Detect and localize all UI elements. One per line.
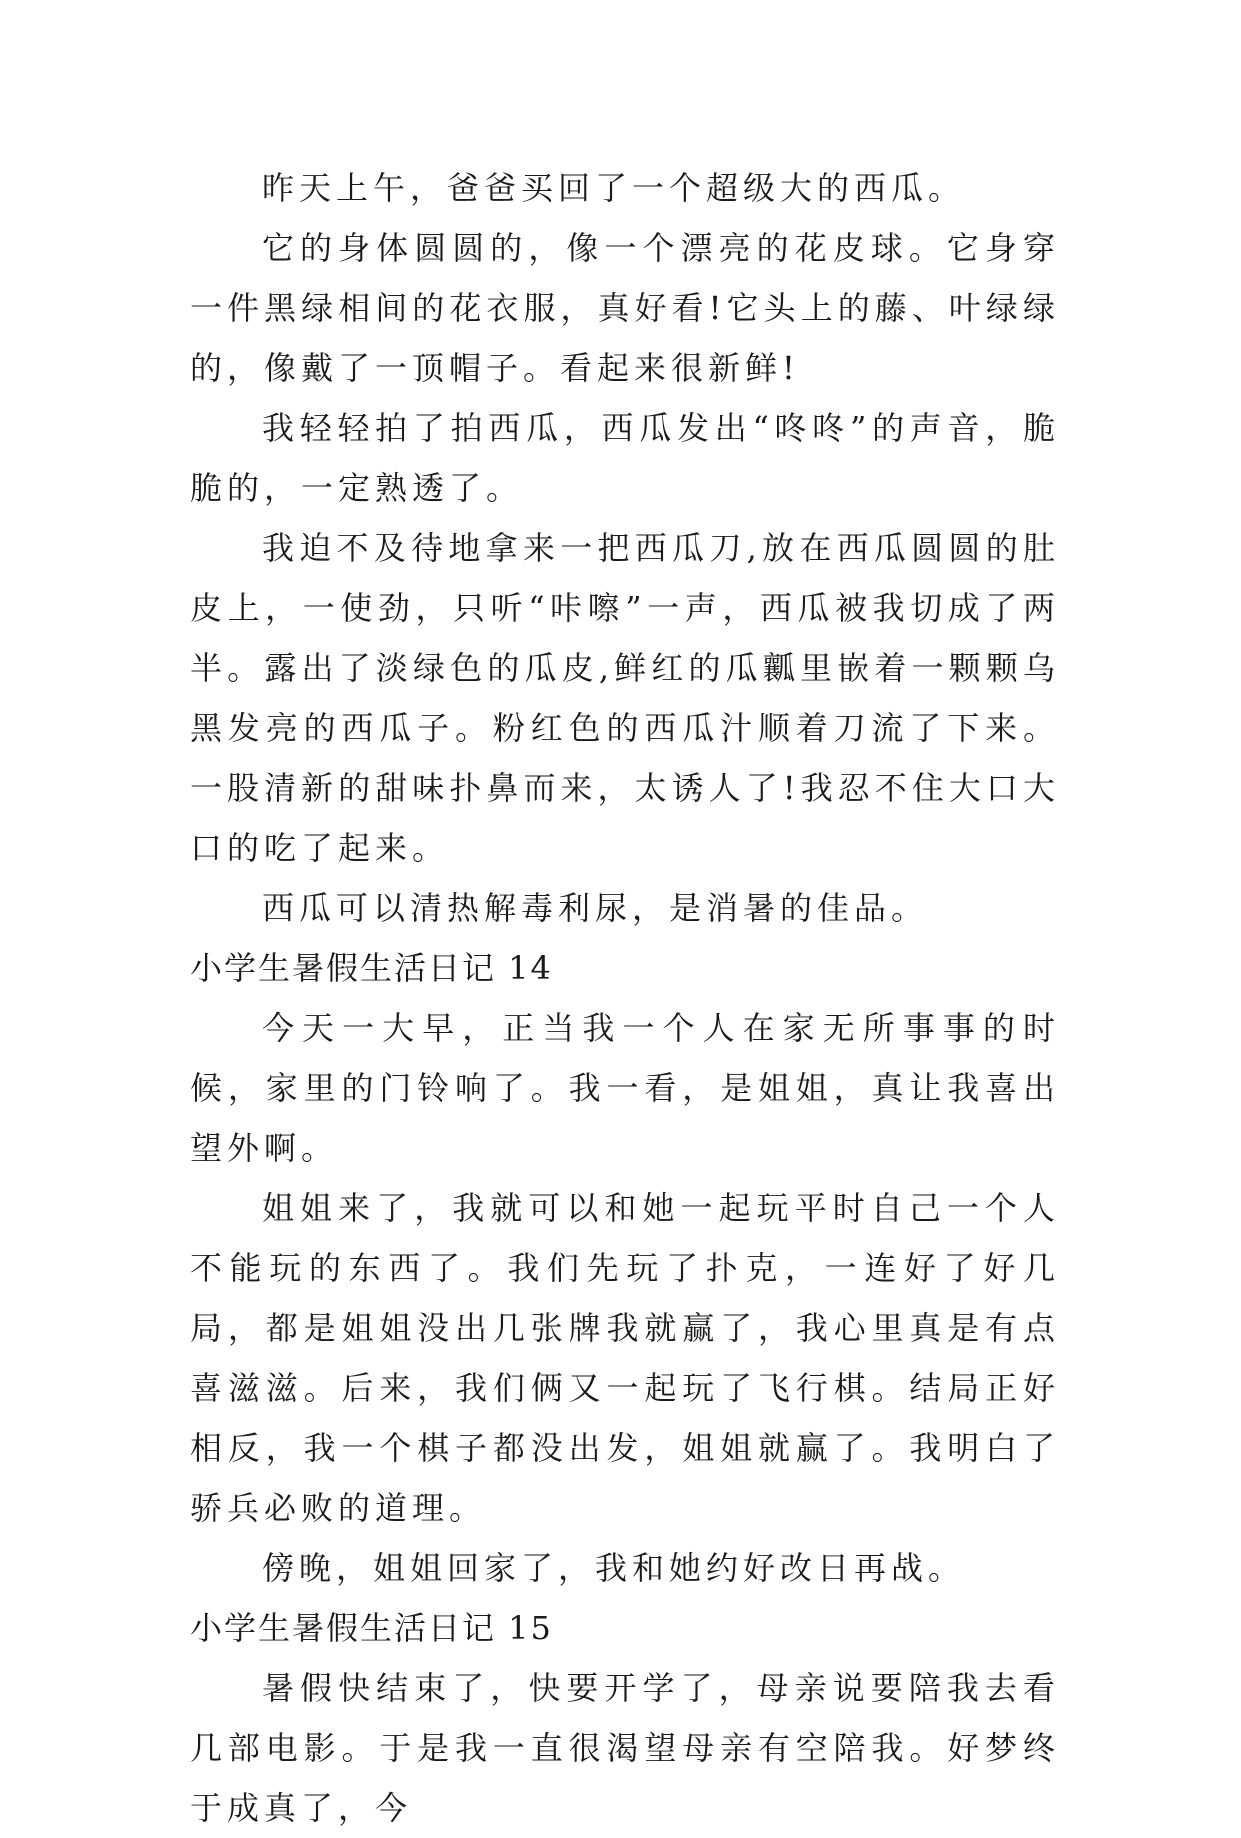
paragraph: 傍晚，姐姐回家了，我和她约好改日再战。 bbox=[262, 1549, 966, 1587]
paragraph: 暑假快结束了，快要开学了，母亲说要陪我去看几部电影。于是我一直很渴望母亲有空陪我。好梦终于成真了，今 bbox=[190, 1669, 1060, 1827]
paragraph: 昨天上午，爸爸买回了一个超级大的西瓜。 bbox=[262, 169, 966, 207]
paragraph: 我迫不及待地拿来一把西瓜刀,放在西瓜圆圆的肚皮上，一使劲，只听“咔嚓”一声，西瓜被我切成了两半。露出了淡绿色的瓜皮,鲜红的瓜瓤里嵌着一颗颗乌黑发亮的西瓜子。粉红色的西瓜汁顺着刀流了下来。一股清新的甜味扑鼻而来，太诱人了!我忍不住大口大口的吃了起来。 bbox=[190, 529, 1060, 867]
section-heading-diary-14: 小学生暑假生活日记 14 bbox=[190, 949, 553, 987]
paragraph: 今天一大早，正当我一个人在家无所事事的时候，家里的门铃响了。我一看，是姐姐，真让我喜出望外啊。 bbox=[190, 1009, 1060, 1167]
paragraph: 姐姐来了，我就可以和她一起玩平时自己一个人不能玩的东西了。我们先玩了扑克，一连好了好几局，都是姐姐没出几张牌我就赢了，我心里真是有点喜滋滋。后来，我们俩又一起玩了飞行棋。结局正好相反，我一个棋子都没出发，姐姐就赢了。我明白了骄兵必败的道理。 bbox=[190, 1189, 1060, 1527]
paragraph: 西瓜可以清热解毒利尿，是消暑的佳品。 bbox=[262, 889, 929, 927]
document-body bbox=[190, 158, 1060, 1838]
section-heading-diary-15: 小学生暑假生活日记 15 bbox=[190, 1609, 553, 1647]
paragraph: 它的身体圆圆的，像一个漂亮的花皮球。它身穿一件黑绿相间的花衣服，真好看!它头上的藤、叶绿绿的，像戴了一顶帽子。看起来很新鲜! bbox=[190, 229, 1060, 387]
paragraph: 我轻轻拍了拍西瓜，西瓜发出“咚咚”的声音，脆脆的，一定熟透了。 bbox=[190, 409, 1060, 507]
